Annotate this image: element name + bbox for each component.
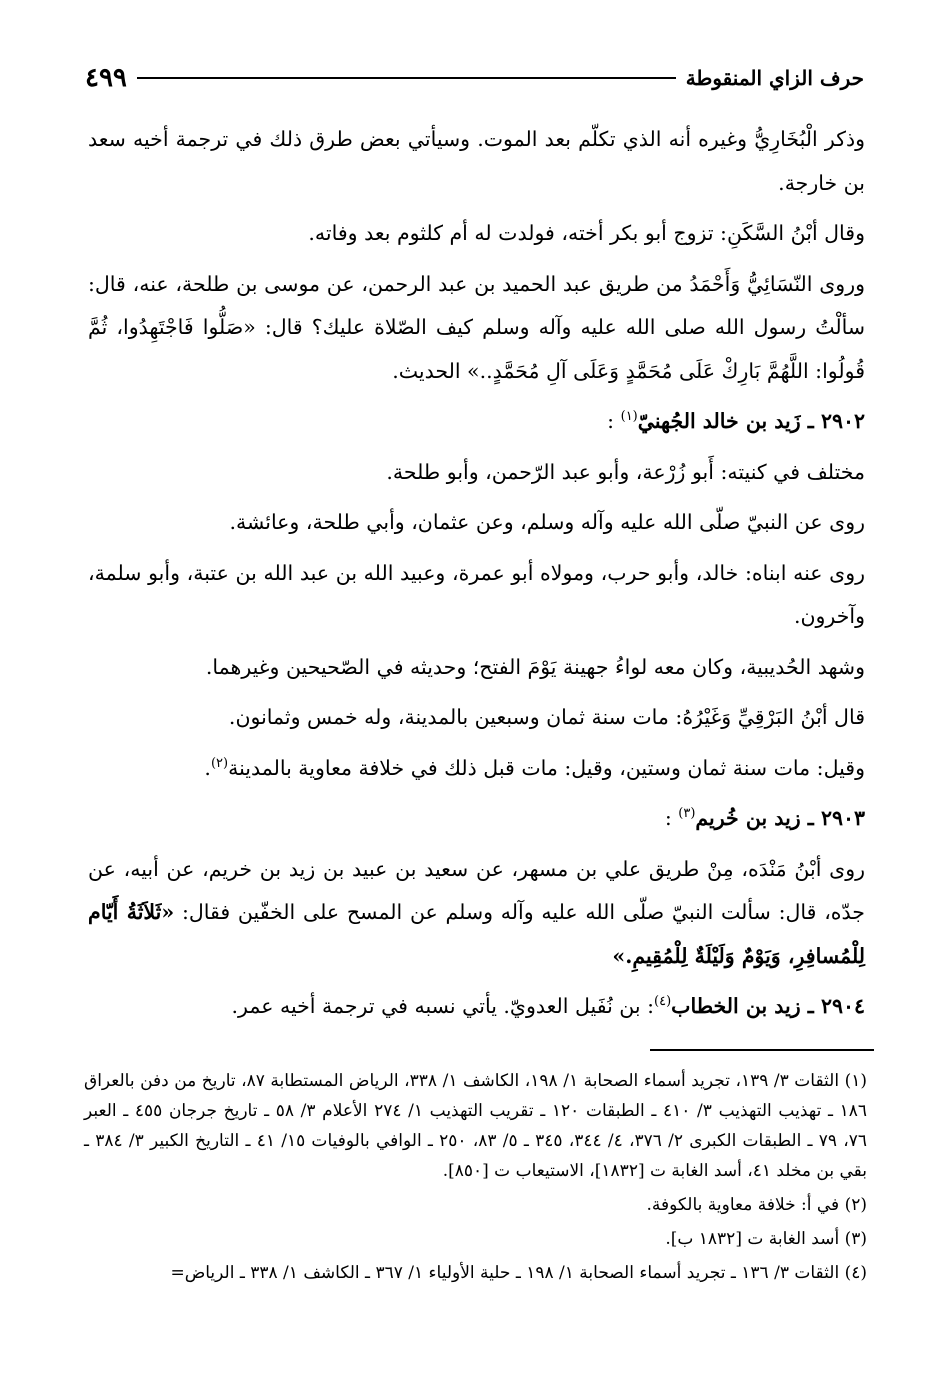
paragraph: وروى النّسَائِيُّ وَأَحْمَدُ من طريق عبد الحميد بن عبد الرحمن، عن موسى بن طلحة، عنه، قال: سألْتُ رسول الله صلى الله عليه وآله وسلم كيف الصّلاة عليك؟ قال: «صَلُّوا فَاجْتَهِدُوا، ثُمَّ قُولُوا: اللَّهُمَّ بَارِكْ عَلَى مُحَمَّدٍ وَعَلَى آلِ مُحَمَّدٍ..» الحديث. [88,271,865,383]
paragraph: روى عن النبيّ صلّى الله عليه وآله وسلم، وعن عثمان، وأبي طلحة، وعائشة. [229,510,865,534]
footnote-ref: (٢) [210,755,229,771]
footnote-ref: (١) [620,409,638,425]
paragraph: وقيل: مات سنة ثمان وستين، وقيل: مات قبل ذلك في خلافة معاوية بالمدينة$^{(٢)}$. [204,755,865,780]
header-rule [137,77,676,79]
paragraph: روى عنه ابناه: خالد، وأبو حرب، ومولاه أبو عمرة، وعبيد الله بن عبد الله بن عتبة، وأبو سلمة، وآخرون. [88,560,865,628]
footnote: (١) الثقات ٣/ ١٣٩، تجريد أسماء الصحابة ١/ ١٩٨، الكاشف ١/ ٣٣٨، الرياض المستطابة ٨٧، تاريخ من دفن بالعراق ١٨٦ ـ تهذيب التهذيب ٣/ ٤١٠ ـ الطبقات ١٢٠ ـ تقريب التهذيب ١/ ٢٧٤ الأعلام ٣/ ٥٨ ـ تاريخ جرجان ٤٥٥ ـ العبر ٧٦، ٧٩ ـ الطبقات الكبرى ٢/ ٣٧٦، ٤/ ٣٤٤، ٣٤٥ ـ ٥/ ٨٣، ٢٥٠ ـ الوافي بالوفيات ١٥/ ٤١ ـ التاريخ الكبير ٣/ ٣٨٤ ـ بقي بن مخلد ٤١، أسد الغابة ت [١٨٣٢]، الاستيعاب ت [٨٥٠]. [84,1071,868,1181]
hadith-quote: «ثَلاَثَةُ أَيّام لِلْمُسافِرِ، وَيَوْمٌ وَلَيْلَةٌ لِلْمُقِيمِ.» [88,900,865,968]
entry-2904-heading [88,985,865,1029]
paragraph: وشهد الحُديبية، وكان معه لواءُ جهينة يَوْمَ الفتح؛ وحديثه في الصّحيحين وغيرهما. [205,654,865,679]
footnotes [84,1066,867,1292]
footnote: (٤) الثقات ٣/ ١٣٦ ـ تجريد أسماء الصحابة ١/ ١٩٨ ـ حلية الأولياء ١/ ٣٦٧ ـ الكاشف ١/ ٣٣٨ ـ الرياض= [170,1263,867,1283]
footnote: (٢) في أ: خلافة معاوية بالكوفة. [646,1195,867,1215]
paragraph [88,848,865,979]
main-text [88,118,865,1036]
footnote: (٣) أسد الغابة ت [١٨٣٢ ب]. [665,1229,867,1249]
entry-2903-heading: ٢٩٠٣ ـ زيد بن خُريم$^{(٣)}$ : [664,806,865,830]
paragraph-text: روى أبْنُ مَنْدَه، مِنْ طريق علي بن مسهر، عن سعيد بن عبيد بن زيد بن خريم، عن أبيه، عن جدّه، قال: سألت النبيّ صلّى الله عليه وآله وسلم عن المسح على الخفّين فقال: [88,856,865,924]
paragraph-text: وقيل: مات سنة ثمان وستين، وقيل: مات قبل ذلك في خلافة معاوية بالمدينة [228,755,865,780]
entry-2902-heading: ٢٩٠٢ ـ زَيد بن خالد الجُهنيّ$^{(١)}$ : [607,409,865,433]
footnote-ref: (٣) [678,806,696,822]
entry-text: : بن نُفَيل العدويّ. يأتي نسبه في ترجمة أخيه عمر. [231,994,655,1018]
entry-title: ٢٩٠٢ ـ زَيد بن خالد الجُهنيّ [637,409,865,433]
paragraph: مختلف في كنيته: أَبو زُرْعة، وأبو عبد الرّحمن، وأبو طلحة. [386,459,865,484]
page-number: ٤٩٩ [85,63,127,93]
page-header [85,56,864,100]
paragraph: وقال أبْنُ السَّكَنِ: تزوج أبو بكر أخته، فولدت له أم كلثوم بعد وفاته. [308,221,865,245]
running-title: حرف الزاي المنقوطة [685,66,864,90]
footnote-ref: (٤) [654,994,672,1010]
footnote-separator [650,1049,874,1051]
paragraph: وذكر الْبُخَارِيُّ وغيره أنه الذي تكلّم بعد الموت. وسيأتي بعض طرق ذلك في ترجمة أخيه سعد بن خارجة. [88,127,865,195]
paragraph: قال أبْنُ البَرْقِيِّ وَغَيْرُهُ: مات سنة ثمان وسبعين بالمدينة، وله خمس وثمانون. [228,705,865,729]
entry-title: ٢٩٠٤ ـ زيد بن الخطاب [671,994,865,1018]
entry-title: ٢٩٠٣ ـ زيد بن خُريم [695,806,865,830]
